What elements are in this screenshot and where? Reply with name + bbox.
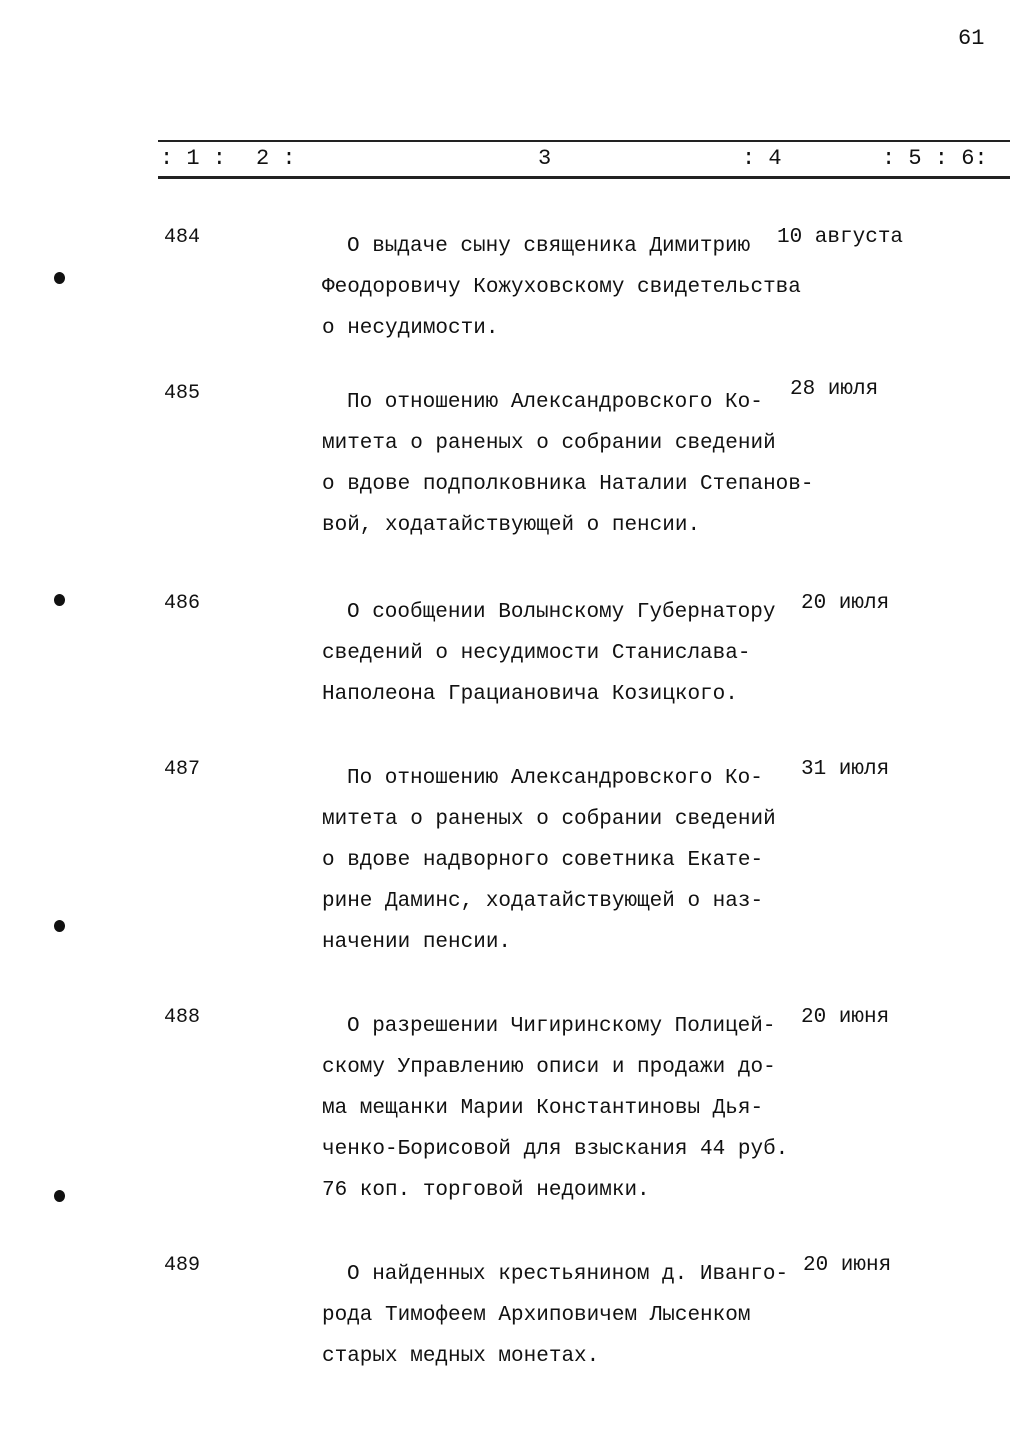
entry-number: 484 (164, 226, 201, 249)
text-line: скому Управлению описи и продажи до- (322, 1056, 776, 1079)
text-line: начении пенсии. (322, 931, 512, 954)
text-line: По отношению Александровского Ко- (347, 767, 763, 790)
entry-date: 20 июня (803, 1254, 892, 1277)
text-line: митета о раненых о собрании сведений (322, 432, 776, 455)
entry-number: 489 (164, 1254, 201, 1277)
text-line: О разрешении Чигиринскому Полицей- (347, 1015, 776, 1038)
text-line: Феодоровичу Кожуховскому свидетельства (322, 276, 801, 299)
text-line: О выдаче сыну священика Димитрию (347, 235, 751, 258)
entry-text (322, 758, 776, 963)
binding-hole-mark (54, 272, 65, 284)
binding-hole-mark (54, 920, 65, 932)
text-line: старых медных монетах. (322, 1345, 600, 1368)
text-line: о вдове надворного советника Екате- (322, 849, 764, 872)
text-line: ченко-Борисовой для взыскания 44 руб. (322, 1138, 789, 1161)
text-line: О найденных крестьянином д. Иванго- (347, 1263, 789, 1286)
text-line: По отношению Александровского Ко- (347, 391, 763, 414)
header-col-2: 2 : (256, 146, 296, 171)
col-label: 1 (186, 146, 200, 171)
entry-text (322, 1254, 788, 1377)
entry-text (322, 592, 775, 715)
entry-number: 485 (164, 382, 201, 405)
entry-number: 486 (164, 592, 201, 615)
entry-date: 31 июля (801, 758, 890, 781)
entry-text (322, 226, 801, 349)
binding-hole-mark (54, 1190, 65, 1202)
text-line: о несудимости. (322, 317, 499, 340)
entry-date: 20 июля (801, 592, 890, 615)
text-line: Наполеона Грациановича Козицкого. (322, 683, 738, 706)
text-line: митета о раненых о собрании сведений (322, 808, 776, 831)
entry-text (322, 382, 813, 546)
col-label: 5 (908, 146, 922, 171)
entry-date: 10 августа (777, 226, 904, 249)
entry-date: 28 июля (790, 378, 879, 401)
header-col-1: : 1 : (160, 146, 227, 171)
text-line: сведений о несудимости Станислава- (322, 642, 751, 665)
text-line: рода Тимофеем Архиповичем Лысенком (322, 1304, 751, 1327)
page-number: 61 (958, 26, 985, 51)
col-label: 2 (256, 146, 270, 171)
entry-date: 20 июня (801, 1006, 890, 1029)
binding-hole-mark (54, 594, 65, 606)
text-line: О сообщении Волынскому Губернатору (347, 601, 776, 624)
header-col-3: 3 (538, 146, 552, 171)
text-line: о вдове подполковника Наталии Степанов- (322, 473, 814, 496)
text-line: 76 коп. торговой недоимки. (322, 1179, 650, 1202)
header-top-rule (158, 140, 1010, 142)
header-col-5-6: : 5 : 6: (882, 146, 988, 171)
text-line: рине Даминс, ходатайствующей о наз- (322, 890, 764, 913)
col-label: 6 (961, 146, 975, 171)
header-bottom-rule (158, 176, 1010, 179)
header-col-4: : 4 (742, 146, 782, 171)
entry-number: 488 (164, 1006, 201, 1029)
entry-text (322, 1006, 788, 1211)
text-line: ма мещанки Марии Константиновы Дья- (322, 1097, 764, 1120)
entry-number: 487 (164, 758, 201, 781)
col-label: 4 (768, 146, 782, 171)
text-line: вой, ходатайствующей о пенсии. (322, 514, 701, 537)
